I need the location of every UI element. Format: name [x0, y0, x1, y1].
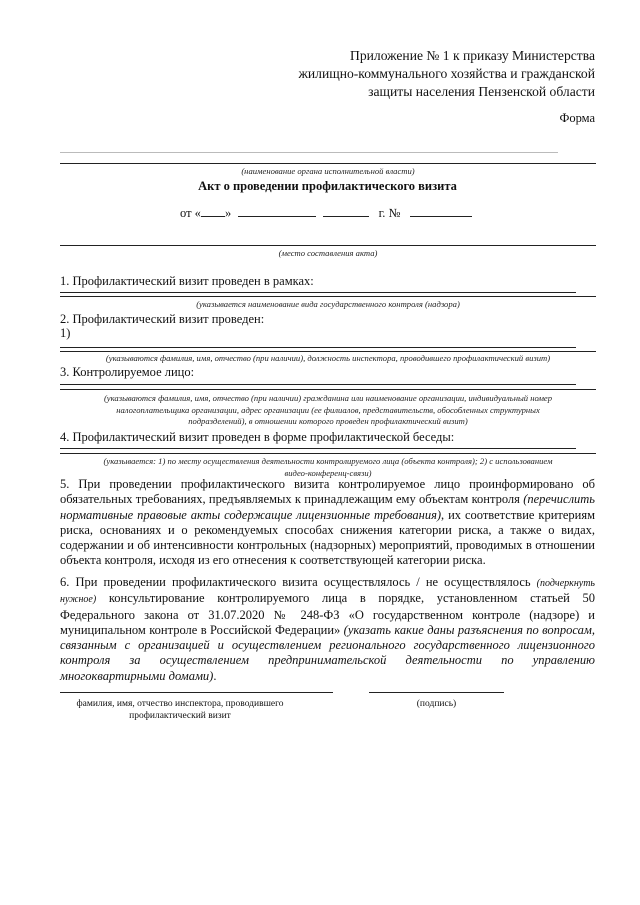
- item-3-caption-line-3: подразделений), в отношении которого проведен профилактический визит): [188, 416, 468, 426]
- item-1-line-b[interactable]: [60, 296, 596, 297]
- document-title: Акт о проведении профилактического визита: [198, 179, 457, 193]
- form-label: Форма: [559, 111, 595, 125]
- inspector-caption-line-1: фамилия, имя, отчество инспектора, проводившего: [76, 699, 284, 709]
- date-quote-close: »: [224, 206, 232, 220]
- item-4-caption: [60, 456, 596, 479]
- item-3-line-b[interactable]: [60, 389, 596, 390]
- item-6-part-a: 6. При проведении профилактического визита осуществлялось / не осуществлялось: [60, 575, 537, 589]
- date-prefix: от «: [180, 206, 201, 220]
- authority-caption: (наименование органа исполнительной власти): [241, 166, 415, 176]
- item-6-underline-note: (подчеркнуть нужное): [60, 578, 595, 606]
- item-2-line-b[interactable]: [60, 351, 596, 352]
- item-5-part-a: 5. При проведении профилактического визита контролируемое лицо проинформировано об обязательных требованиях, предъявляемых к принадлежащим ему объектам контроля: [60, 477, 595, 507]
- item-2-line-a[interactable]: [60, 347, 576, 348]
- item-3-caption: [60, 393, 596, 428]
- item-6-part-c: консультирование контролируемого лица в порядке, установленном статьей 50 Федерального закона от 31.07.2020 № 248-ФЗ «О государственном контроле (надзоре) и муниципальном контроле в Российской Федерации»: [60, 591, 595, 637]
- month-field[interactable]: [238, 205, 316, 217]
- inspector-caption-line-2: профилактический визит: [129, 711, 231, 721]
- item-2-caption: (указываются фамилия, имя, отчество (при наличии), должность инспектора, проводившего профилактический визит): [105, 353, 551, 363]
- year-number-label: г. №: [378, 206, 401, 220]
- item-4-caption-line-2: видео-конференц-связи): [284, 467, 372, 478]
- header-line-2: жилищно-коммунального хозяйства и гражданской: [298, 66, 595, 81]
- item-5-paragraph: [60, 477, 595, 569]
- item-6-paragraph: [60, 575, 595, 684]
- item-1-text: 1. Профилактический визит проведен в рамках:: [60, 274, 314, 288]
- item-4-line-b[interactable]: [60, 453, 596, 454]
- item-3-caption-line-1: (указываются фамилия, имя, отчество (при наличии) гражданина или наименование организации, индивидуальный номер: [103, 393, 553, 403]
- signature-caption: (подпись): [416, 699, 457, 709]
- item-2-text: 2. Профилактический визит проведен:: [60, 312, 265, 326]
- item-5-part-c: , их соответствие критериям риска, основаниях и о рекомендуемых способах снижения категории риска, а также о видах, содержании и об интенсивности контрольных (надзорных) мероприятий, проводимых в отношении объекта контроля, исходя из его отнесения к соответствующей категории риска.: [60, 507, 595, 568]
- authority-field-line[interactable]: [60, 163, 596, 164]
- item-4-text: 4. Профилактический визит проведен в форме профилактической беседы:: [60, 430, 455, 444]
- authority-field-faint-line: [60, 152, 558, 153]
- header-block: [175, 47, 595, 101]
- item-3-caption-line-2: налогоплательщика организации, адрес организации (ее филиалов, представительств, обособленных структурных: [116, 404, 540, 415]
- header-line-1: Приложение № 1 к приказу Министерства: [350, 48, 595, 63]
- day-field[interactable]: [201, 205, 225, 217]
- place-field-line[interactable]: [60, 245, 596, 246]
- item-1-line-a[interactable]: [60, 292, 576, 293]
- item-3-line-a[interactable]: [60, 384, 576, 385]
- item-4-line-a[interactable]: [60, 448, 576, 449]
- item-6-note: (указать какие даны разъяснения по вопросам, связанным с организацией и осуществлением регионального государственного лицензионного контроля за осуществлением предпринимательской деятельности по управлению многоквартирными домами): [60, 622, 596, 683]
- item-2-sub: 1): [60, 326, 71, 340]
- header-line-3: защиты населения Пензенской области: [368, 84, 595, 99]
- item-3-text: 3. Контролируемое лицо:: [60, 365, 195, 379]
- act-number-field[interactable]: [410, 205, 472, 217]
- inspector-caption: [60, 698, 300, 722]
- item-5-note: (перечислить нормативные правовые акты содержащие лицензионные требования): [60, 492, 595, 522]
- inspector-name-line[interactable]: [60, 692, 333, 693]
- item-6-part-e: .: [213, 668, 217, 683]
- item-1-caption: (указывается наименование вида государственного контроля (надзора): [196, 299, 460, 309]
- place-caption: (место составления акта): [278, 248, 378, 258]
- year-field[interactable]: [323, 205, 369, 217]
- signature-line[interactable]: [369, 692, 504, 693]
- item-4-caption-line-1: (указывается: 1) по месту осуществления деятельности контролируемого лица (объекта контроля); 2) с использованием: [103, 456, 553, 466]
- date-number-line: [180, 205, 472, 221]
